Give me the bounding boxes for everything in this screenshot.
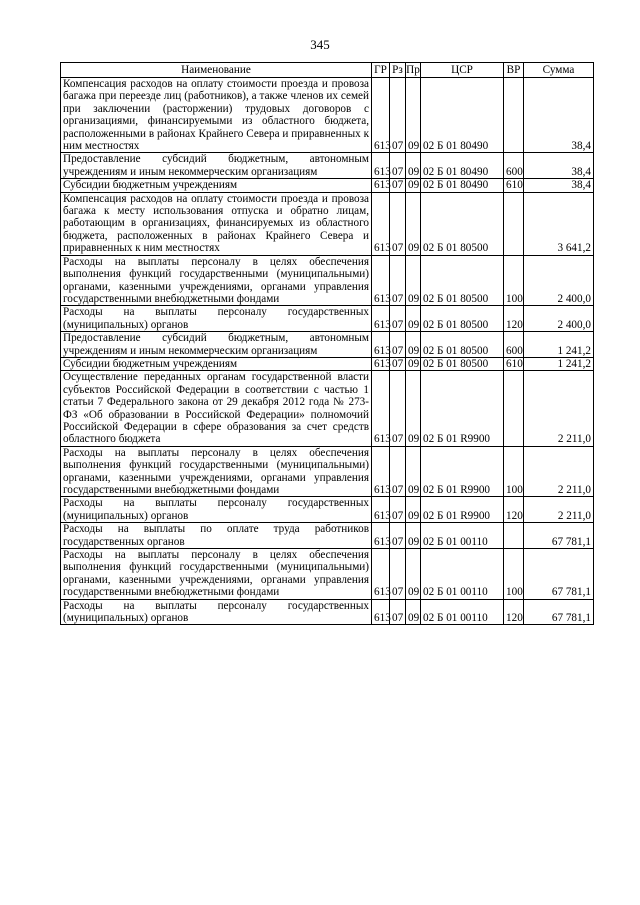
cell-rz: 07: [390, 446, 406, 497]
cell-csr: 02 Б 01 80490: [421, 78, 504, 153]
cell-gr: 613: [372, 78, 390, 153]
table-row: [61, 192, 594, 255]
cell-vr: 610: [504, 179, 524, 192]
budget-table: [60, 62, 594, 625]
cell-gr: 613: [372, 332, 390, 358]
cell-rz: 07: [390, 357, 406, 370]
cell-rz: 07: [390, 371, 406, 446]
table-row: [61, 497, 594, 523]
table-row: [61, 78, 594, 153]
cell-sum: 2 400,0: [524, 255, 594, 306]
cell-rz: 07: [390, 192, 406, 255]
header-gr: ГР: [372, 63, 390, 78]
cell-pr: 09: [406, 549, 421, 600]
cell-csr: 02 Б 01 R9900: [421, 446, 504, 497]
table-row: [61, 332, 594, 358]
cell-pr: 09: [406, 78, 421, 153]
cell-csr: 02 Б 01 80500: [421, 306, 504, 332]
table-row: [61, 153, 594, 179]
table-row: [61, 549, 594, 600]
header-sum: Сумма: [524, 63, 594, 78]
cell-sum: 67 781,1: [524, 523, 594, 549]
cell-vr: 100: [504, 549, 524, 600]
cell-csr: 02 Б 01 80500: [421, 357, 504, 370]
cell-pr: 09: [406, 153, 421, 179]
table-row: [61, 357, 594, 370]
cell-vr: 610: [504, 357, 524, 370]
cell-sum: 3 641,2: [524, 192, 594, 255]
cell-gr: 613: [372, 549, 390, 600]
cell-rz: 07: [390, 153, 406, 179]
cell-sum: 38,4: [524, 153, 594, 179]
cell-rz: 07: [390, 549, 406, 600]
cell-pr: 09: [406, 255, 421, 306]
header-rz: Рз: [390, 63, 406, 78]
cell-pr: 09: [406, 371, 421, 446]
cell-csr: 02 Б 01 80500: [421, 192, 504, 255]
cell-vr: [504, 371, 524, 446]
cell-name: Расходы на выплаты персоналу в целях обеспечения выполнения функций государственными (муниципальными) органами, казенными учреждениями, органами управления государственными внебюджетными фондами: [61, 446, 372, 497]
cell-vr: [504, 78, 524, 153]
cell-vr: [504, 192, 524, 255]
table-row: [61, 371, 594, 446]
cell-vr: 600: [504, 153, 524, 179]
cell-gr: 613: [372, 497, 390, 523]
table-row: [61, 306, 594, 332]
cell-rz: 07: [390, 306, 406, 332]
cell-vr: 120: [504, 306, 524, 332]
cell-gr: 613: [372, 446, 390, 497]
cell-gr: 613: [372, 523, 390, 549]
cell-rz: 07: [390, 599, 406, 625]
cell-vr: 100: [504, 255, 524, 306]
cell-name: Расходы на выплаты персоналу государственных (муниципальных) органов: [61, 599, 372, 625]
cell-csr: 02 Б 01 80490: [421, 153, 504, 179]
cell-name: Компенсация расходов на оплату стоимости проезда и провоза багажа при переезде лиц (работников), а также членов их семей при заключении (расторжении) трудовых договоров с организациями, финансируемыми из областного бюджета, расположенными в районах Крайнего Севера и приравненных к ним местностях: [61, 78, 372, 153]
header-pr: Пр: [406, 63, 420, 76]
cell-sum: 38,4: [524, 179, 594, 192]
cell-pr: 09: [406, 497, 421, 523]
cell-gr: 613: [372, 599, 390, 625]
cell-vr: 100: [504, 446, 524, 497]
cell-pr: 09: [406, 446, 421, 497]
table-row: [61, 179, 594, 192]
cell-sum: 1 241,2: [524, 357, 594, 370]
table-row: [61, 599, 594, 625]
cell-csr: 02 Б 01 00110: [421, 523, 504, 549]
cell-sum: 2 211,0: [524, 446, 594, 497]
cell-csr: 02 Б 01 R9900: [421, 497, 504, 523]
header-name: Наименование: [61, 63, 372, 78]
cell-csr: 02 Б 01 80490: [421, 179, 504, 192]
cell-csr: 02 Б 01 00110: [421, 599, 504, 625]
cell-name: Предоставление субсидий бюджетным, автономным учреждениям и иным некоммерческим организациям: [61, 153, 372, 179]
table-row: [61, 446, 594, 497]
header-csr: ЦСР: [421, 63, 504, 78]
cell-name: Субсидии бюджетным учреждениям: [61, 179, 372, 192]
cell-pr: 09: [406, 332, 421, 358]
header-vr: ВР: [504, 63, 524, 78]
cell-gr: 613: [372, 192, 390, 255]
cell-name: Расходы на выплаты персоналу в целях обеспечения выполнения функций государственными (муниципальными) органами, казенными учреждениями, органами управления государственными внебюджетными фондами: [61, 549, 372, 600]
cell-rz: 07: [390, 497, 406, 523]
cell-gr: 613: [372, 371, 390, 446]
cell-sum: 1 241,2: [524, 332, 594, 358]
cell-name: Расходы на выплаты персоналу государственных (муниципальных) органов: [61, 497, 372, 523]
cell-pr: 09: [406, 357, 421, 370]
cell-name: Предоставление субсидий бюджетным, автономным учреждениям и иным некоммерческим организациям: [61, 332, 372, 358]
cell-rz: 07: [390, 255, 406, 306]
cell-vr: [504, 523, 524, 549]
cell-pr: 09: [406, 306, 421, 332]
cell-rz: 07: [390, 179, 406, 192]
cell-gr: 613: [372, 255, 390, 306]
cell-name: Расходы на выплаты по оплате труда работников государственных органов: [61, 523, 372, 549]
cell-name: Компенсация расходов на оплату стоимости проезда и провоза багажа к месту использования отпуска и обратно лицам, работающим в организациях, финансируемых из областного бюджета, расположенных в районах Крайнего Севера и приравненных к ним местностях: [61, 192, 372, 255]
cell-sum: 2 400,0: [524, 306, 594, 332]
cell-csr: 02 Б 01 80500: [421, 332, 504, 358]
cell-vr: 600: [504, 332, 524, 358]
cell-name: Расходы на выплаты персоналу государственных (муниципальных) органов: [61, 306, 372, 332]
cell-pr: 09: [406, 599, 421, 625]
page-number: 345: [310, 37, 330, 52]
cell-sum: 2 211,0: [524, 497, 594, 523]
table-row: [61, 523, 594, 549]
cell-name: Субсидии бюджетным учреждениям: [61, 357, 372, 370]
cell-rz: 07: [390, 332, 406, 358]
cell-csr: 02 Б 01 00110: [421, 549, 504, 600]
table-row: [61, 255, 594, 306]
cell-pr: 09: [406, 523, 421, 549]
cell-gr: 613: [372, 357, 390, 370]
cell-name: Осуществление переданных органам государственной власти субъектов Российской Федерации в соответствии с частью 1 статьи 7 Федерального закона от 29 декабря 2012 года № 273-ФЗ «Об образовании в Российской Федерации» полномочий Российской Федерации в сфере образования за счет средств областного бюджета: [61, 371, 372, 446]
cell-vr: 120: [504, 497, 524, 523]
cell-rz: 07: [390, 78, 406, 153]
cell-pr: 09: [406, 179, 421, 192]
cell-gr: 613: [372, 179, 390, 192]
cell-sum: 67 781,1: [524, 599, 594, 625]
cell-gr: 613: [372, 306, 390, 332]
cell-csr: 02 Б 01 80500: [421, 255, 504, 306]
table-header-row: [61, 63, 594, 78]
cell-sum: 67 781,1: [524, 549, 594, 600]
cell-sum: 2 211,0: [524, 371, 594, 446]
cell-pr: 09: [406, 192, 421, 255]
cell-csr: 02 Б 01 R9900: [421, 371, 504, 446]
cell-vr: 120: [504, 599, 524, 625]
cell-rz: 07: [390, 523, 406, 549]
cell-gr: 613: [372, 153, 390, 179]
cell-name: Расходы на выплаты персоналу в целях обеспечения выполнения функций государственными (муниципальными) органами, казенными учреждениями, органами управления государственными внебюджетными фондами: [61, 255, 372, 306]
cell-sum: 38,4: [524, 78, 594, 153]
